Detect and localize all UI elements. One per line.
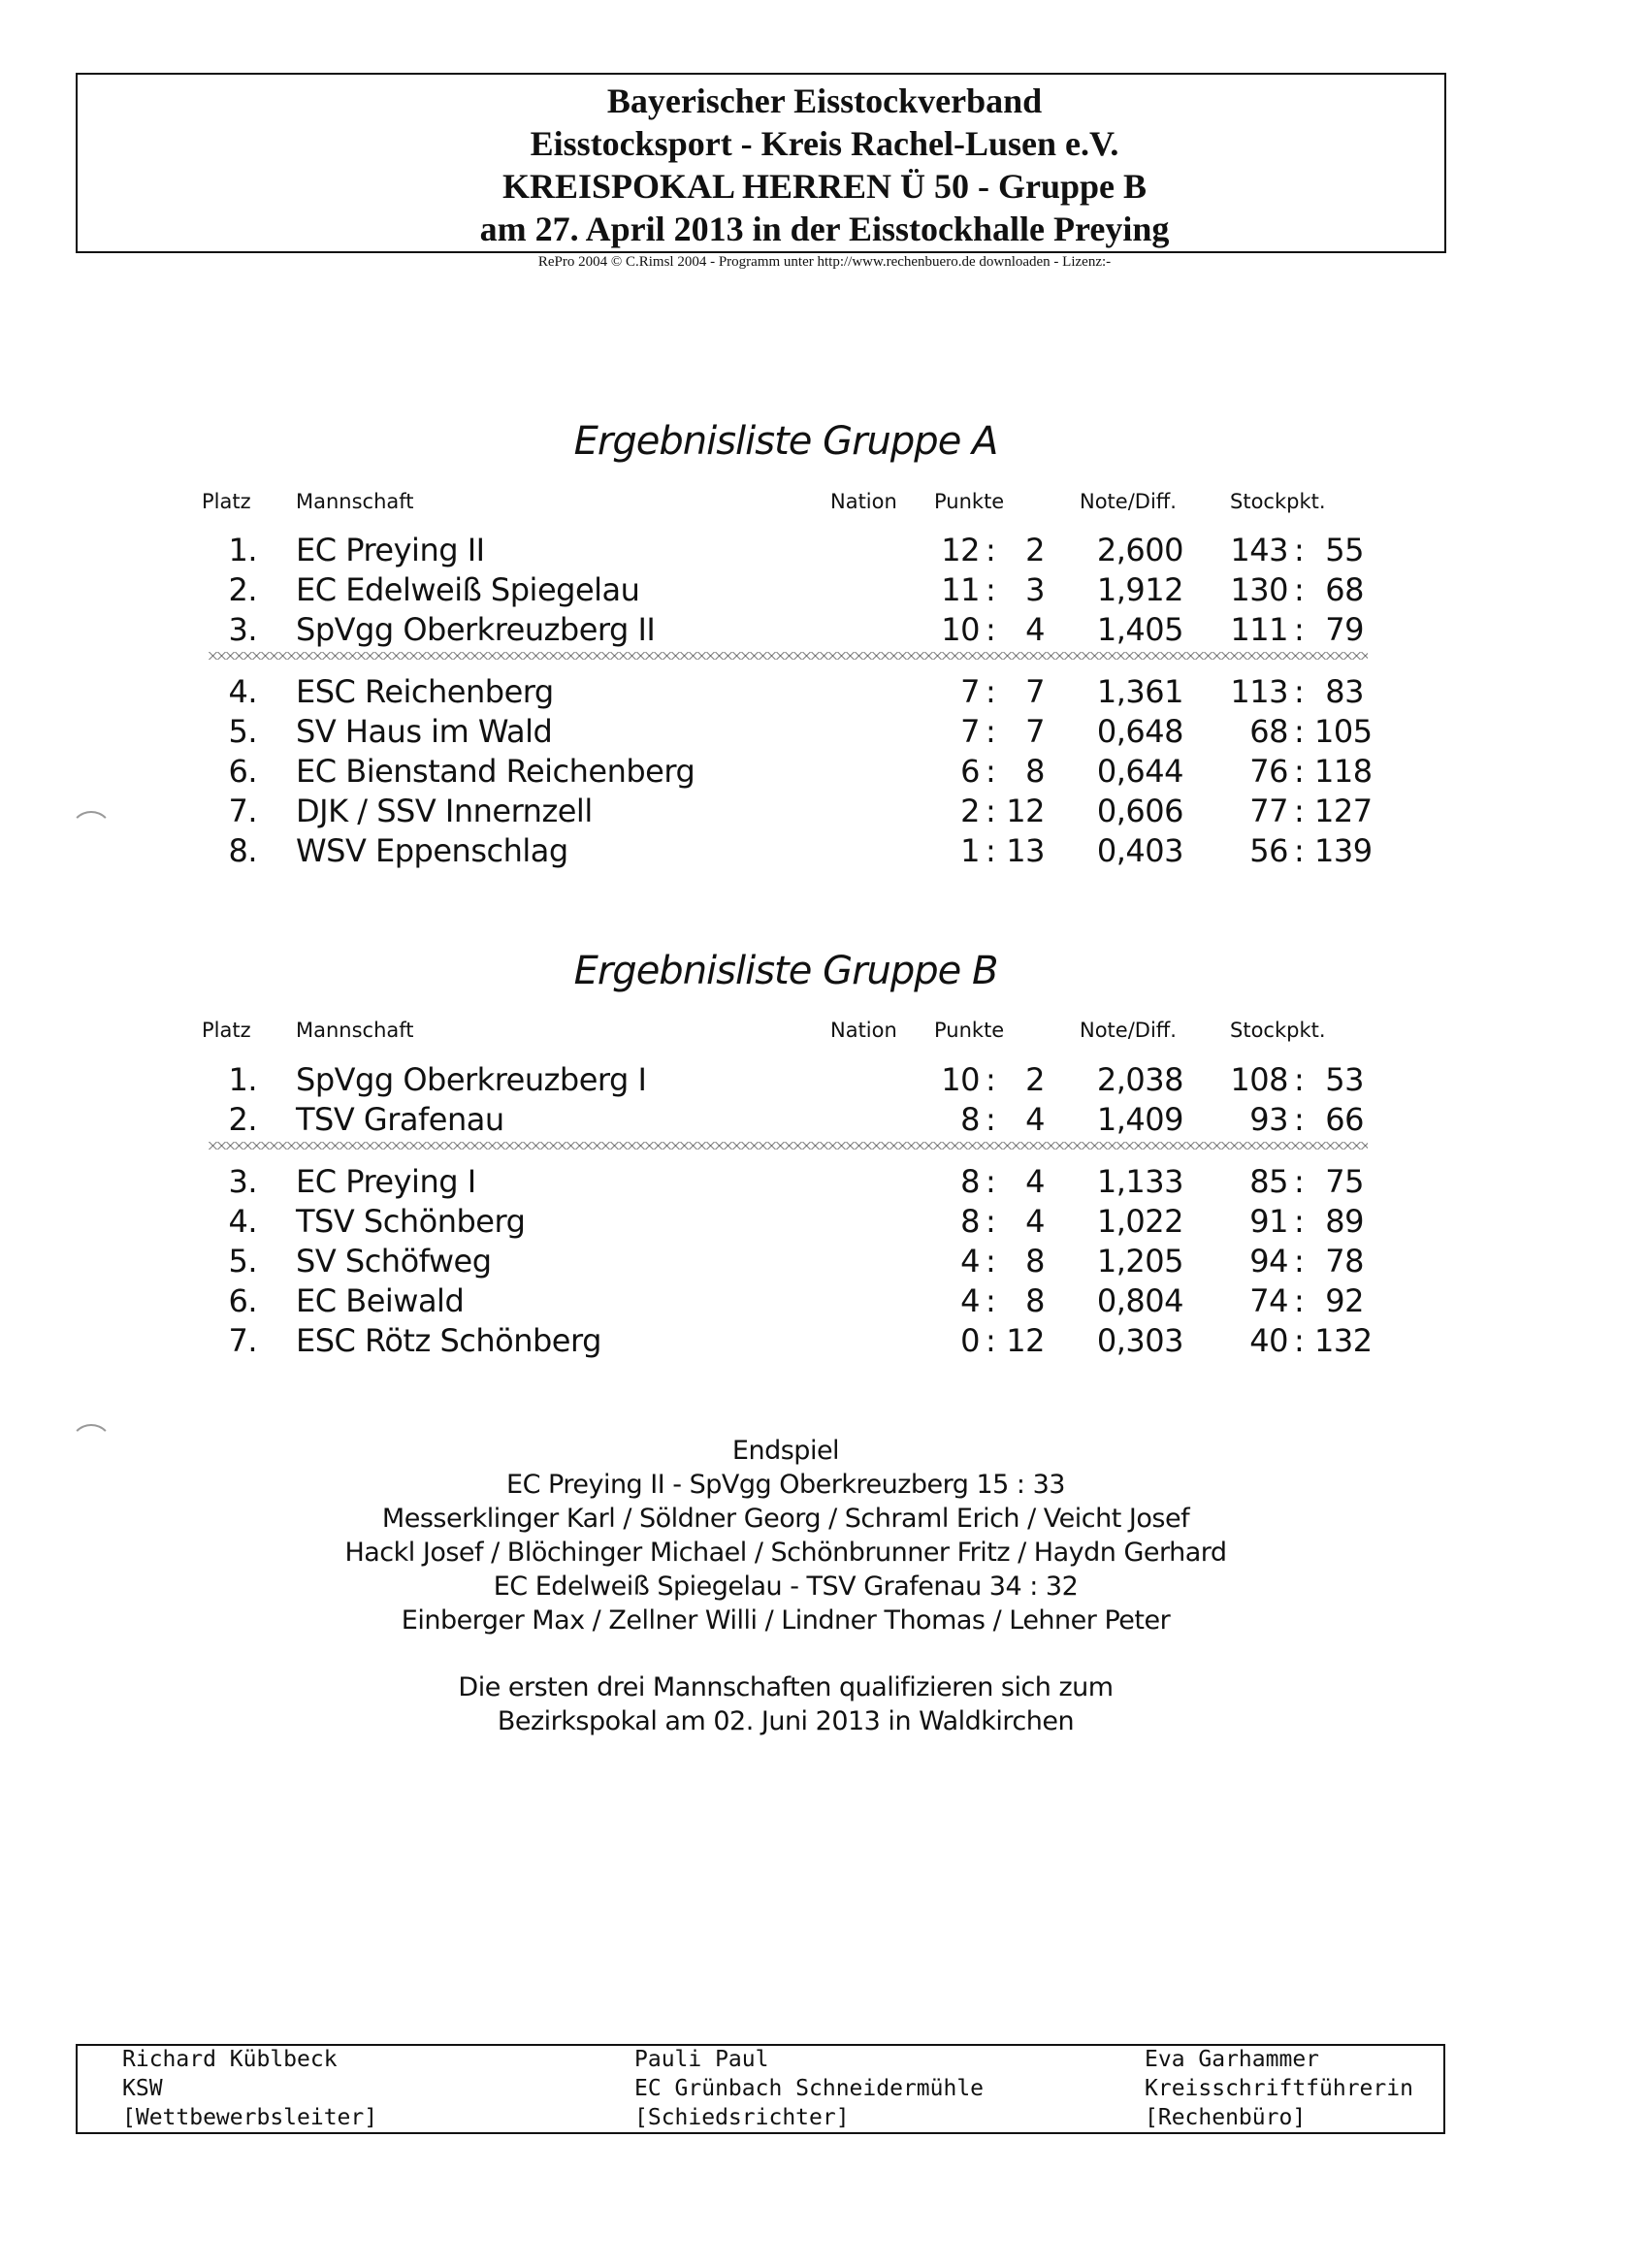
- column-header-nation: Nation: [830, 1019, 897, 1042]
- stock-points-colon: :: [1294, 673, 1305, 710]
- table-row: [0, 571, 1649, 611]
- footer-name: Richard Küblbeck: [122, 2047, 338, 2072]
- table-row: [0, 1061, 1649, 1101]
- footer-club: EC Grünbach Schneidermühle: [634, 2076, 985, 2101]
- stock-points-against-cell: 75: [1325, 1163, 1364, 1200]
- stock-points-for-cell: 40: [1249, 1322, 1288, 1359]
- footer-name: Pauli Paul: [634, 2047, 769, 2072]
- note-cell: 1,133: [1096, 1163, 1183, 1200]
- rank-cell: 3.: [228, 1163, 257, 1200]
- points-won-cell: 7: [960, 713, 980, 750]
- points-colon: :: [986, 1163, 996, 1200]
- note-cell: 0,644: [1096, 753, 1183, 790]
- event-date-venue: am 27. April 2013 in der Eisstockhalle Preying: [479, 210, 1170, 248]
- group-a-title: Ergebnisliste Gruppe A: [573, 419, 998, 464]
- points-won-cell: 1: [960, 832, 980, 869]
- stock-points-for-cell: 113: [1230, 673, 1288, 710]
- table-row: [0, 1243, 1649, 1282]
- footer-competition-leader: [122, 2045, 377, 2132]
- group-a-separator: [209, 652, 1368, 660]
- rank-cell: 4.: [228, 1203, 257, 1240]
- final-line: Messerklinger Karl / Söldner Georg / Schraml Erich / Veicht Josef: [381, 1504, 1190, 1534]
- points-won-cell: 10: [941, 611, 980, 648]
- table-row: [0, 532, 1649, 571]
- points-colon: :: [986, 1243, 996, 1280]
- table-row: [0, 673, 1649, 713]
- points-lost-cell: 4: [1025, 1203, 1045, 1240]
- column-header-note: Note/Diff.: [1080, 1019, 1177, 1042]
- stock-points-against-cell: 139: [1314, 832, 1373, 869]
- table-row: [0, 1163, 1649, 1203]
- points-lost-cell: 4: [1025, 1101, 1045, 1138]
- table-row: [0, 1282, 1649, 1322]
- team-name-cell: TSV Grafenau: [296, 1101, 504, 1138]
- team-name-cell: WSV Eppenschlag: [296, 832, 568, 869]
- stock-points-against-cell: 89: [1325, 1203, 1364, 1240]
- software-credit: RePro 2004 © C.Rimsl 2004 - Programm unter http://www.rechenbuero.de downloaden - Lizenz:-: [537, 254, 1112, 270]
- team-name-cell: EC Preying I: [296, 1163, 476, 1200]
- stock-points-against-cell: 118: [1314, 753, 1373, 790]
- stock-points-for-cell: 108: [1230, 1061, 1288, 1098]
- points-won-cell: 4: [960, 1282, 980, 1319]
- competition-title: KREISPOKAL HERREN Ü 50 - Gruppe B: [501, 167, 1148, 206]
- points-won-cell: 6: [960, 753, 980, 790]
- rank-cell: 8.: [228, 832, 257, 869]
- points-colon: :: [986, 611, 996, 648]
- stock-points-colon: :: [1294, 1101, 1305, 1138]
- hole-punch-mark: [70, 811, 113, 854]
- points-lost-cell: 2: [1025, 532, 1045, 568]
- points-lost-cell: 12: [1006, 1322, 1045, 1359]
- points-lost-cell: 13: [1006, 832, 1045, 869]
- final-title: Endspiel: [731, 1436, 840, 1466]
- points-lost-cell: 7: [1025, 713, 1045, 750]
- team-name-cell: SV Haus im Wald: [296, 713, 553, 750]
- stock-points-against-cell: 79: [1325, 611, 1364, 648]
- team-name-cell: EC Edelweiß Spiegelau: [296, 571, 640, 608]
- note-cell: 1,912: [1096, 571, 1183, 608]
- qualification-note: Die ersten drei Mannschaften qualifizieren sich zum: [458, 1672, 1114, 1702]
- federation-title: Bayerischer Eisstockverband: [606, 81, 1043, 120]
- table-row: [0, 753, 1649, 793]
- stock-points-colon: :: [1294, 832, 1305, 869]
- stock-points-against-cell: 55: [1325, 532, 1364, 568]
- footer-role: [Schiedsrichter]: [634, 2105, 850, 2130]
- stock-points-colon: :: [1294, 571, 1305, 608]
- stock-points-against-cell: 127: [1314, 793, 1373, 829]
- points-lost-cell: 4: [1025, 611, 1045, 648]
- note-cell: 1,405: [1096, 611, 1183, 648]
- points-won-cell: 12: [941, 532, 980, 568]
- team-name-cell: EC Beiwald: [296, 1282, 465, 1319]
- rank-cell: 4.: [228, 673, 257, 710]
- column-header-nation: Nation: [830, 490, 897, 513]
- points-colon: :: [986, 571, 996, 608]
- stock-points-for-cell: 130: [1230, 571, 1288, 608]
- team-name-cell: DJK / SSV Innernzell: [296, 793, 593, 829]
- team-name-cell: SpVgg Oberkreuzberg I: [296, 1061, 647, 1098]
- points-colon: :: [986, 1282, 996, 1319]
- column-header-stockpkt: Stockpkt.: [1230, 490, 1326, 513]
- team-name-cell: ESC Reichenberg: [296, 673, 554, 710]
- points-won-cell: 4: [960, 1243, 980, 1280]
- team-name-cell: ESC Rötz Schönberg: [296, 1322, 601, 1359]
- team-name-cell: SV Schöfweg: [296, 1243, 492, 1280]
- rank-cell: 1.: [228, 532, 257, 568]
- points-won-cell: 8: [960, 1163, 980, 1200]
- points-colon: :: [986, 1203, 996, 1240]
- stock-points-colon: :: [1294, 1322, 1305, 1359]
- note-cell: 0,648: [1096, 713, 1183, 750]
- table-row: [0, 1322, 1649, 1362]
- stock-points-against-cell: 78: [1325, 1243, 1364, 1280]
- points-won-cell: 2: [960, 793, 980, 829]
- points-lost-cell: 8: [1025, 1243, 1045, 1280]
- note-cell: 0,303: [1096, 1322, 1183, 1359]
- table-row: [0, 713, 1649, 753]
- points-lost-cell: 12: [1006, 793, 1045, 829]
- stock-points-colon: :: [1294, 532, 1305, 568]
- rank-cell: 5.: [228, 1243, 257, 1280]
- points-colon: :: [986, 673, 996, 710]
- points-won-cell: 8: [960, 1101, 980, 1138]
- group-b-separator: [209, 1142, 1368, 1150]
- final-line: Hackl Josef / Blöchinger Michael / Schönbrunner Fritz / Haydn Gerhard: [344, 1538, 1227, 1568]
- note-cell: 1,409: [1096, 1101, 1183, 1138]
- footer-club: Kreisschriftführerin: [1145, 2076, 1413, 2101]
- note-cell: 1,361: [1096, 673, 1183, 710]
- district-title: Eisstocksport - Kreis Rachel-Lusen e.V.: [530, 124, 1119, 163]
- note-cell: 2,600: [1096, 532, 1183, 568]
- stock-points-colon: :: [1294, 1243, 1305, 1280]
- group-b-title: Ergebnisliste Gruppe B: [573, 949, 998, 993]
- points-lost-cell: 4: [1025, 1163, 1045, 1200]
- points-colon: :: [986, 1101, 996, 1138]
- footer-role: [Rechenbüro]: [1145, 2105, 1307, 2130]
- stock-points-colon: :: [1294, 713, 1305, 750]
- note-cell: 1,205: [1096, 1243, 1183, 1280]
- stock-points-colon: :: [1294, 1061, 1305, 1098]
- table-row: [0, 832, 1649, 872]
- final-line: EC Edelweiß Spiegelau - TSV Grafenau 34 : 32: [493, 1571, 1079, 1602]
- stock-points-against-cell: 66: [1325, 1101, 1364, 1138]
- points-colon: :: [986, 713, 996, 750]
- points-colon: :: [986, 1061, 996, 1098]
- rank-cell: 2.: [228, 1101, 257, 1138]
- points-lost-cell: 3: [1025, 571, 1045, 608]
- column-header-mannschaft: Mannschaft: [296, 490, 414, 513]
- footer-club: KSW: [122, 2076, 163, 2101]
- team-name-cell: TSV Schönberg: [296, 1203, 526, 1240]
- column-header-stockpkt: Stockpkt.: [1230, 1019, 1326, 1042]
- column-header-punkte: Punkte: [934, 1019, 1005, 1042]
- stock-points-for-cell: 74: [1249, 1282, 1288, 1319]
- table-row: [0, 1101, 1649, 1141]
- note-cell: 1,022: [1096, 1203, 1183, 1240]
- points-lost-cell: 8: [1025, 1282, 1045, 1319]
- points-colon: :: [986, 532, 996, 568]
- stock-points-colon: :: [1294, 753, 1305, 790]
- stock-points-for-cell: 93: [1249, 1101, 1288, 1138]
- rank-cell: 6.: [228, 1282, 257, 1319]
- points-won-cell: 10: [941, 1061, 980, 1098]
- stock-points-for-cell: 94: [1249, 1243, 1288, 1280]
- stock-points-for-cell: 76: [1249, 753, 1288, 790]
- table-row: [0, 793, 1649, 832]
- stock-points-against-cell: 68: [1325, 571, 1364, 608]
- column-header-platz: Platz: [202, 490, 251, 513]
- points-won-cell: 11: [941, 571, 980, 608]
- table-row: [0, 611, 1649, 651]
- stock-points-for-cell: 85: [1249, 1163, 1288, 1200]
- footer-referee: [634, 2045, 984, 2132]
- stock-points-colon: :: [1294, 793, 1305, 829]
- table-row: [0, 1203, 1649, 1243]
- column-header-platz: Platz: [202, 1019, 251, 1042]
- note-cell: 0,804: [1096, 1282, 1183, 1319]
- points-colon: :: [986, 753, 996, 790]
- footer-secretary: [1145, 2045, 1413, 2132]
- points-lost-cell: 8: [1025, 753, 1045, 790]
- points-colon: :: [986, 1322, 996, 1359]
- stock-points-for-cell: 77: [1249, 793, 1288, 829]
- stock-points-colon: :: [1294, 1203, 1305, 1240]
- column-header-mannschaft: Mannschaft: [296, 1019, 414, 1042]
- note-cell: 0,403: [1096, 832, 1183, 869]
- column-header-punkte: Punkte: [934, 490, 1005, 513]
- qualification-note: Bezirkspokal am 02. Juni 2013 in Waldkirchen: [497, 1706, 1075, 1736]
- rank-cell: 6.: [228, 753, 257, 790]
- team-name-cell: SpVgg Oberkreuzberg II: [296, 611, 656, 648]
- stock-points-for-cell: 111: [1230, 611, 1288, 648]
- stock-points-colon: :: [1294, 1163, 1305, 1200]
- points-won-cell: 0: [960, 1322, 980, 1359]
- team-name-cell: EC Bienstand Reichenberg: [296, 753, 695, 790]
- points-colon: :: [986, 832, 996, 869]
- rank-cell: 7.: [228, 1322, 257, 1359]
- points-won-cell: 8: [960, 1203, 980, 1240]
- column-header-note: Note/Diff.: [1080, 490, 1177, 513]
- rank-cell: 2.: [228, 571, 257, 608]
- points-colon: :: [986, 793, 996, 829]
- footer-role: [Wettbewerbsleiter]: [122, 2105, 378, 2130]
- points-lost-cell: 2: [1025, 1061, 1045, 1098]
- stock-points-for-cell: 91: [1249, 1203, 1288, 1240]
- stock-points-against-cell: 105: [1314, 713, 1373, 750]
- stock-points-against-cell: 92: [1325, 1282, 1364, 1319]
- final-line: Einberger Max / Zellner Willi / Lindner Thomas / Lehner Peter: [401, 1605, 1171, 1636]
- rank-cell: 7.: [228, 793, 257, 829]
- final-line: EC Preying II - SpVgg Oberkreuzberg 15 : 33: [506, 1470, 1065, 1500]
- footer-name: Eva Garhammer: [1145, 2047, 1320, 2072]
- stock-points-colon: :: [1294, 1282, 1305, 1319]
- stock-points-against-cell: 83: [1325, 673, 1364, 710]
- hole-punch-mark: [70, 1424, 113, 1467]
- stock-points-against-cell: 132: [1314, 1322, 1373, 1359]
- points-won-cell: 7: [960, 673, 980, 710]
- stock-points-for-cell: 56: [1249, 832, 1288, 869]
- stock-points-for-cell: 68: [1249, 713, 1288, 750]
- note-cell: 0,606: [1096, 793, 1183, 829]
- points-lost-cell: 7: [1025, 673, 1045, 710]
- rank-cell: 3.: [228, 611, 257, 648]
- note-cell: 2,038: [1096, 1061, 1183, 1098]
- rank-cell: 5.: [228, 713, 257, 750]
- stock-points-colon: :: [1294, 611, 1305, 648]
- rank-cell: 1.: [228, 1061, 257, 1098]
- team-name-cell: EC Preying II: [296, 532, 485, 568]
- stock-points-against-cell: 53: [1325, 1061, 1364, 1098]
- stock-points-for-cell: 143: [1230, 532, 1288, 568]
